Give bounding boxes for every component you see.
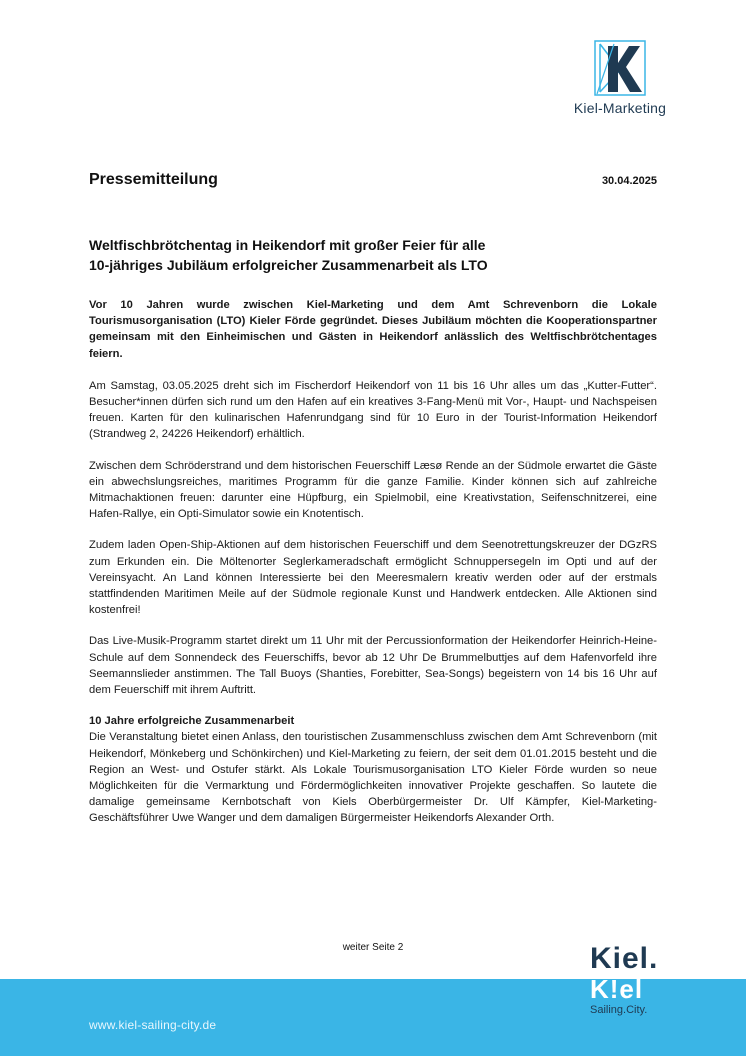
subheading: 10 Jahre erfolgreiche Zusammenarbeit: [89, 715, 295, 728]
article-body: [89, 297, 657, 842]
kiel-wordmark: Kiel.: [590, 942, 659, 975]
kiel-tagline: Sailing.City.: [590, 1004, 648, 1016]
kiel-marketing-logo: [560, 40, 680, 116]
continued-note: weiter Seite 2: [342, 942, 404, 953]
footer-url-link[interactable]: www.kiel-sailing-city.de: [89, 1018, 217, 1032]
release-date: 30.04.2025: [601, 175, 657, 187]
kiel-marketing-k-icon: [594, 40, 646, 96]
lead-paragraph: Vor 10 Jahren wurde zwischen Kiel-Marketing und dem Amt Schrevenborn die Lokale Tourismusorganisation (LTO) Kieler Förde gegründet. Dieses Jubiläum möchten die Kooperationspartner gemeinsam mit den Einheimischen und Gästen in Heikendorf anlässlich des Weltfischbrötchentages feiern.: [89, 299, 657, 360]
paragraph-live-music: Das Live-Musik-Programm startet direkt um 11 Uhr mit der Percussionformation der Heikendorfer Heinrich-Heine-Schule auf dem Sonnendeck des Feuerschiffs, bevor ab 12 Uhr De Brummelbuttjes auf dem Hafenvorfeld ihre Seemannslieder anstimmen. The Tall Buoys (Shanties, Forebitter, Sea-Songs) begeistern von 14 bis 16 Uhr auf dem Feuerschiff mit ihrem Auftritt.: [89, 635, 657, 697]
paragraph-family-program: Zwischen dem Schröderstrand und dem historischen Feuerschiff Læsø Rende an der Südmole erwartet die Gäste ein abwechslungsreiches, maritimes Programm für die ganze Familie. Kinder können sich auf zahlreiche Mitmachaktionen freuen: darunter eine Hüpfburg, ein Spielmobil, eine Kreativstation, Seifenschnitzerei, eine Hafen-Rallye, ein Opti-Simulator sowie ein Knotentisch.: [89, 459, 657, 521]
press-header: [89, 171, 657, 189]
paragraph-cooperation: Die Veranstaltung bietet einen Anlass, den touristischen Zusammenschluss zwischen dem Amt Schrevenborn (mit Heikendorf, Mönkeberg und Schönkirchen) und Kiel-Marketing zu feiern, der seit dem 01.01.2015 besteht und die Region an West- und Ostufer stärkt. Als Lokale Tourismusorganisation LTO Kieler Förde wurden so neue Möglichkeiten für die Vermarktung und Fördermöglichkeiten innovativer Projekte geschaffen. So lautete die damalige gemeinsame Kernbotschaft von Kiels Oberbürgermeister Dr. Ulf Kämpfer, Kiel-Marketing-Geschäftsführer Uwe Wanger und dem damaligen Bürgermeister Heikendorfs Alexander Orth.: [89, 731, 657, 825]
paragraph-event-date: Am Samstag, 03.05.2025 dreht sich im Fischerdorf Heikendorf von 11 bis 16 Uhr alles um das „Kutter-Futter“. Besucher*innen dürfen sich rund um den Hafen auf ein kreatives 3-Fang-Menü mit Vor-, Haupt- und Nachspeisen freuen. Karten für den kulinarischen Hafenrundgang sind für 10 Euro in der Tourist-Information Heikendorf (Strandweg 2, 24226 Heikendorf) erhältlich.: [89, 379, 657, 441]
kiel-mirror-wordmark: K!el: [590, 974, 644, 1004]
headline-line-2: 10-jähriges Jubiläum erfolgreicher Zusammenarbeit als LTO: [89, 257, 488, 273]
headline: [89, 235, 657, 275]
kiel-sailing-city-logo: [590, 944, 670, 1016]
page-title: Pressemitteilung: [89, 171, 218, 188]
paragraph-open-ship: Zudem laden Open-Ship-Aktionen auf dem historischen Feuerschiff und dem Seenotrettungskreuzer der DGzRS zum Erkunden ein. Die Möltenorter Seglerkameradschaft ermöglicht Schnuppersegeln im Opti und auf der Vereinsyacht. An Land können Interessierte bei den Meeresmalern kreativ werden oder auf der erstmals stattfindenden Maritimen Meile auf der Südmole regionale Kunst und Handwerk entdecken. Alle Aktionen sind kostenfrei!: [89, 539, 657, 617]
headline-line-1: Weltfischbrötchentag in Heikendorf mit großer Feier für alle: [89, 237, 486, 253]
brand-name: Kiel-Marketing: [573, 100, 667, 116]
